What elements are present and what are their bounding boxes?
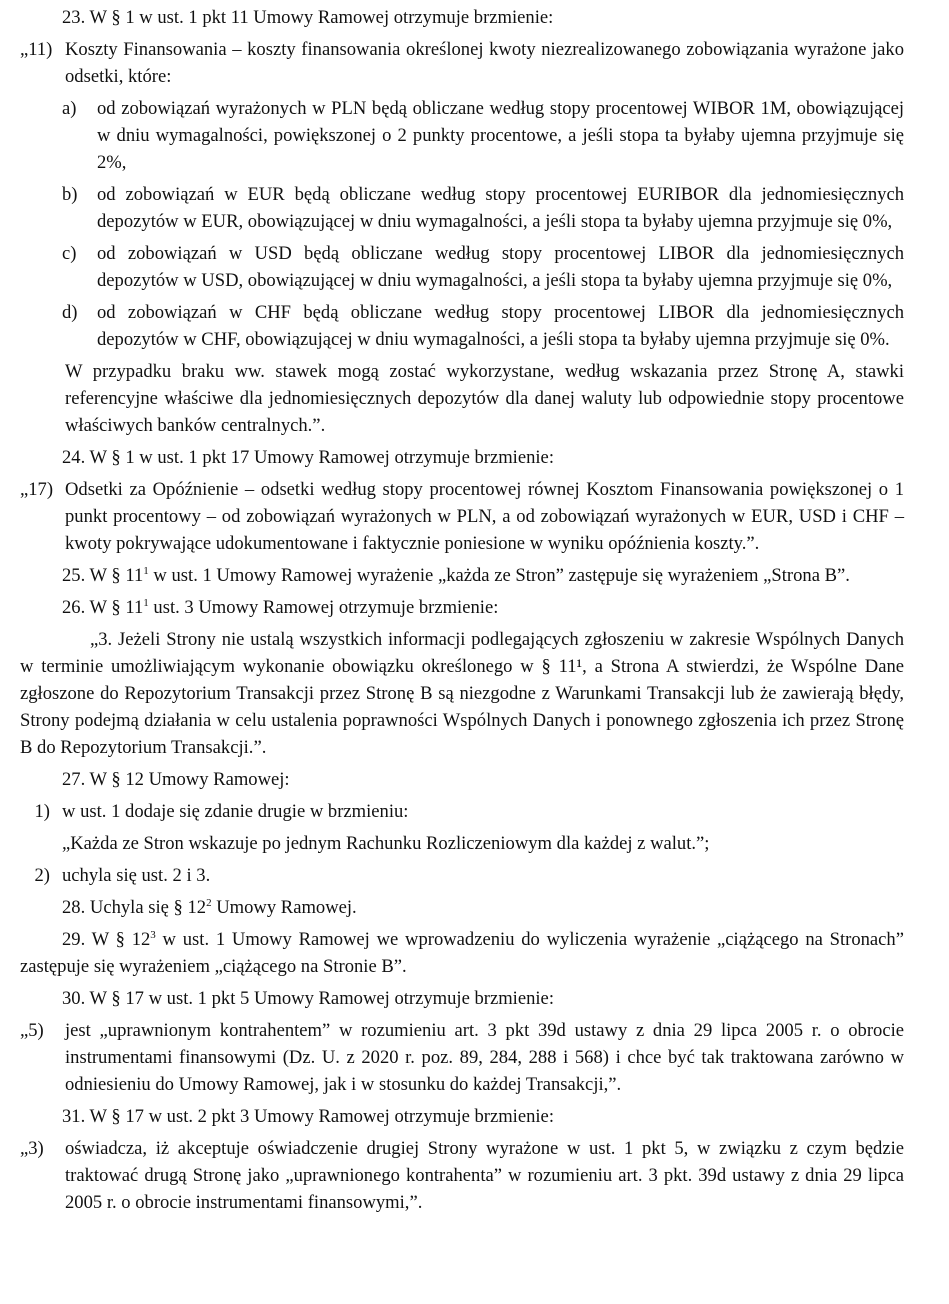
paragraph-text: w ust. 1 Umowy Ramowej wyrażenie „każda ze Stron” zastępuje się wyrażeniem „Strona B”. xyxy=(148,565,850,586)
superscript: 1 xyxy=(143,564,149,577)
definition-text: Koszty Finansowania – koszty finansowania określonej kwoty niezrealizowanego zobowiązania wyrażone jako odsetki, które: xyxy=(65,39,904,87)
definition-label: „17) xyxy=(20,479,54,500)
definition-text: jest „uprawnionym kontrahentem” w rozumieniu art. 3 pkt 39d ustawy z dnia 29 lipca 2005 r. o obrocie instrumentami finansowymi (Dz. U. z 2020 r. poz. 89, 284, 288 i 568) i chce być tak traktowana zarówno w odniesieniu do Umowy Ramowej, jak i w stosunku do każdej Transakcji,”. xyxy=(65,1020,904,1095)
list-item-c xyxy=(20,240,904,294)
paragraph-27: 27. W § 12 Umowy Ramowej: xyxy=(62,769,290,790)
point-label: 1) xyxy=(34,801,50,822)
definition-5 xyxy=(20,1017,904,1098)
point-text: uchyla się ust. 2 i 3. xyxy=(62,865,211,886)
paragraph-31: 31. W § 17 w ust. 2 pkt 3 Umowy Ramowej otrzymuje brzmienie: xyxy=(62,1106,554,1127)
superscript: 3 xyxy=(150,928,156,941)
definition-3 xyxy=(20,1135,904,1216)
paragraph-text: Umowy Ramowej. xyxy=(211,897,357,918)
paragraph-24: 24. W § 1 w ust. 1 pkt 17 Umowy Ramowej otrzymuje brzmienie: xyxy=(62,447,554,468)
list-item-text: od zobowiązań wyrażonych w PLN będą obliczane według stopy procentowej WIBOR 1M, obowiązującej w dniu wymagalności, powiększonej o 2 punkty procentowe, a jeśli stopa ta byłaby ujemna przyjmuje się 2%, xyxy=(97,98,904,173)
list-item-a xyxy=(20,95,904,176)
paragraph-text: 29. W § 12 xyxy=(62,929,151,950)
list-item-label: a) xyxy=(62,98,77,119)
list-item-text: od zobowiązań w USD będą obliczane według stopy procentowej LIBOR dla jednomiesięcznych depozytów w USD, obowiązującej w dniu wymagalności, a jeśli stopa ta byłaby ujemna przyjmuje się 0%, xyxy=(97,243,904,291)
paragraph-text: 26. W § 11 xyxy=(62,597,144,618)
superscript: 1 xyxy=(143,596,149,609)
definition-text: Odsetki za Opóźnienie – odsetki według stopy procentowej równej Kosztom Finansowania powiększonej o 1 punkt procentowy – od zobowiązań wyrażonych w PLN, a od zobowiązań wyrażonych w EUR, USD i CHF – kwoty pokrywające udokumentowane i faktycznie poniesione w wyniku opóźnienia koszty.”. xyxy=(65,479,904,554)
paragraph-28 xyxy=(20,894,904,921)
definition-label: „11) xyxy=(20,39,53,60)
paragraph-25 xyxy=(20,562,904,589)
point-2 xyxy=(20,862,904,889)
list-item-d xyxy=(20,299,904,353)
point-text: w ust. 1 dodaje się zdanie drugie w brzmieniu: xyxy=(62,801,409,822)
quoted-section-3: „3. Jeżeli Strony nie ustalą wszystkich informacji podlegających zgłoszeniu w zakresie Wspólnych Danych w terminie umożliwiającym wykonanie obowiązku określonego w § 11¹, a Strona A stwierdzi, że Wspólne Dane zgłoszone do Repozytorium Transakcji przez Stronę B są niezgodne z Warunkami Transakcji lub że zawierają błędy, Strony podejmą działania w celu ustalenia poprawności Wspólnych Danych i ponownego zgłoszenia ich przez Stronę B do Repozytorium Transakcji.”. xyxy=(20,629,904,758)
paragraph-text: 25. W § 11 xyxy=(62,565,144,586)
definition-17 xyxy=(20,476,904,557)
paragraph-text: ust. 3 Umowy Ramowej otrzymuje brzmienie: xyxy=(148,597,499,618)
list-item-label: b) xyxy=(62,184,78,205)
paragraph-26 xyxy=(20,594,904,621)
definition-label: „5) xyxy=(20,1020,44,1041)
paragraph-29 xyxy=(20,926,904,980)
paragraph-text: 28. Uchyla się § 12 xyxy=(62,897,207,918)
point-label: 2) xyxy=(34,865,50,886)
definition-text: oświadcza, iż akceptuje oświadczenie drugiej Strony wyrażone w ust. 1 pkt 5, w związku z czym będzie traktować drugą Stronę jako „uprawnionego kontrahenta” w rozumieniu art. 3 pkt. 39d ustawy z dnia 29 lipca 2005 r. o obrocie instrumentami finansowymi,”. xyxy=(65,1138,904,1213)
point-1 xyxy=(20,798,904,825)
list-item-b xyxy=(20,181,904,235)
definition-closing: W przypadku braku ww. stawek mogą zostać wykorzystane, według wskazania przez Stronę A, stawki referencyjne właściwe dla jednomiesięcznych depozytów dla danej waluty lub odpowiednie stopy procentowe właściwych banków centralnych.”. xyxy=(65,361,904,436)
list-item-label: d) xyxy=(62,302,78,323)
list-item-text: od zobowiązań w EUR będą obliczane według stopy procentowej EURIBOR dla jednomiesięcznych depozytów w EUR, obowiązującej w dniu wymagalności, a jeśli stopa ta byłaby ujemna przyjmuje się 0%, xyxy=(97,184,904,232)
quoted-sentence: „Każda ze Stron wskazuje po jednym Rachunku Rozliczeniowym dla każdej z walut.”; xyxy=(62,833,710,854)
paragraph-23: 23. W § 1 w ust. 1 pkt 11 Umowy Ramowej otrzymuje brzmienie: xyxy=(62,7,554,28)
paragraph-30: 30. W § 17 w ust. 1 pkt 5 Umowy Ramowej otrzymuje brzmienie: xyxy=(62,988,554,1009)
definition-11 xyxy=(20,36,904,90)
list-item-label: c) xyxy=(62,243,77,264)
definition-label: „3) xyxy=(20,1138,44,1159)
list-item-text: od zobowiązań w CHF będą obliczane według stopy procentowej LIBOR dla jednomiesięcznych depozytów w CHF, obowiązującej w dniu wymagalności, a jeśli stopa ta byłaby ujemna przyjmuje się 0%. xyxy=(97,302,904,350)
paragraph-text: w ust. 1 Umowy Ramowej we wprowadzeniu do wyliczenia wyrażenie „ciążącego na Stronach” zastępuje się wyrażeniem „ciążącego na Stronie B”. xyxy=(20,929,904,977)
superscript: 2 xyxy=(206,896,212,909)
